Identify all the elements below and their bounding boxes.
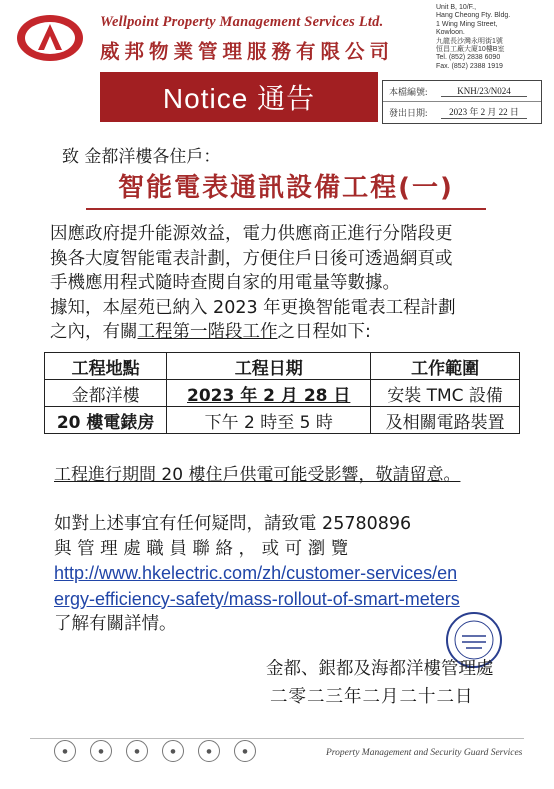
scope-cell: 安裝 TMC 設備 [371, 380, 520, 407]
issue-date: 2023 年 2 月 22 日 [441, 105, 527, 119]
ref-label: 本檔編號: [389, 86, 428, 97]
col-date-header: 工程日期 [167, 353, 371, 380]
certification-badge-icon: ● [90, 740, 112, 762]
table-row [45, 380, 520, 407]
signature-date: 二零二三年二月二十二日 [270, 687, 474, 707]
table-header-row [45, 353, 520, 380]
contact-line: 了解有關詳情。 [54, 614, 177, 634]
certification-badge-icon: ● [126, 740, 148, 762]
notice-paragraph: 因應政府提升能源效益，電力供應商正進行分階段更 換各大廈智能電表計劃，方便住戶日後可透過網頁或 手機應用程式隨時查閱自家的用電量等數據。 據知，本屋苑已納入 2023 年更換智能電表工程計劃 之內，有關工程第一階段工作之日程如下: [50, 224, 456, 342]
certification-badge-icon: ● [234, 740, 256, 762]
issue-date-label: 發出日期: [389, 107, 428, 118]
table-row [45, 407, 520, 434]
certification-badge-icon: ● [198, 740, 220, 762]
company-name-zh: 威邦物業管理服務有限公司 [100, 40, 395, 63]
certification-badge-icon: ● [54, 740, 76, 762]
notice-title: 智能電表通訊設備工程(一) [86, 168, 486, 210]
reference-box [382, 80, 542, 124]
date-cell: 2023 年 2 月 28 日 [167, 380, 371, 407]
impact-notice: 工程進行期間 20 樓住戶供電可能受影響，敬請留意。 [54, 465, 461, 485]
schedule-table [44, 352, 520, 434]
info-link[interactable]: ergy-efficiency-safety/mass-rollout-of-smart-meters [54, 588, 460, 609]
certification-logos [54, 740, 256, 762]
footer-tagline: Property Management and Security Guard Services [326, 748, 523, 758]
location-cell: 金都洋樓 [45, 380, 167, 407]
company-logo [14, 12, 86, 64]
col-scope-header: 工作範圍 [371, 353, 520, 380]
scope-cell: 及相關電路裝置 [371, 407, 520, 434]
info-link[interactable]: http://www.hkelectric.com/zh/customer-services/en [54, 563, 458, 583]
contact-line: 如對上述事宜有任何疑問，請致電 25780896 [54, 514, 412, 534]
time-cell: 下午 2 時至 5 時 [167, 407, 371, 434]
location-cell: 20 樓電錶房 [45, 407, 167, 434]
salutation: 致 金都洋樓各住戶： [62, 147, 221, 167]
ref-number: KNH/23/N024 [441, 86, 527, 97]
col-location-header: 工程地點 [45, 353, 167, 380]
contact-line: 與 管 理 處 職 員 聯 絡 ， 或 可 瀏 覽 [54, 538, 349, 559]
company-address: Unit B, 10/F., Hang Cheong Fty. Bldg. 1 Wing Ming Street, Kowloon. 九龍長沙灣永明街1號 恒昌工廠大廈10樓B室 Tel. (852) 2838 6090 Fax. (852) 2388 1919 [436, 4, 511, 70]
footer-divider [30, 738, 524, 739]
company-name-en: Wellpoint Property Management Services Ltd. [100, 14, 384, 30]
management-office: 金都、銀都及海都洋樓管理處 [266, 659, 494, 679]
notice-banner: Notice 通告 [100, 72, 378, 122]
certification-badge-icon: ● [162, 740, 184, 762]
